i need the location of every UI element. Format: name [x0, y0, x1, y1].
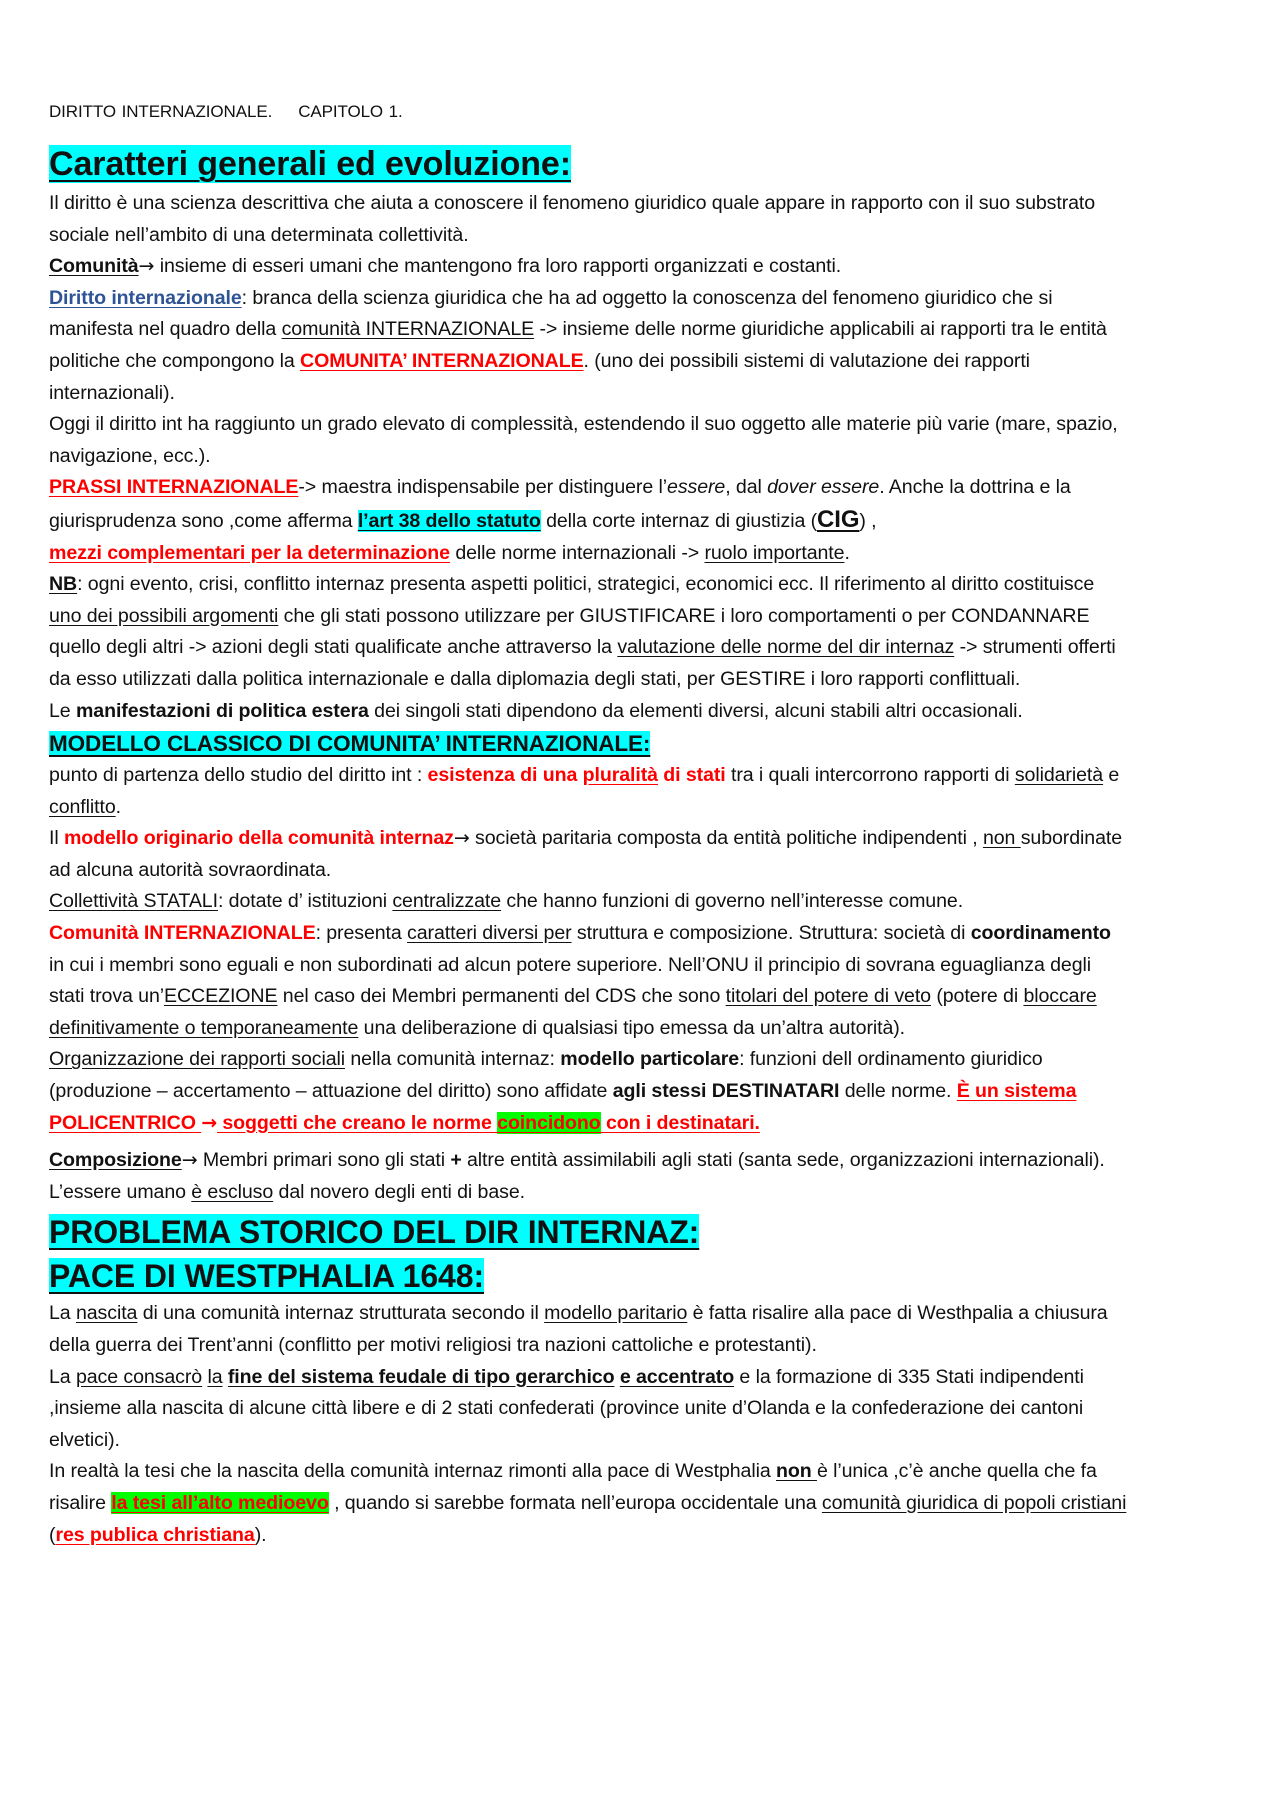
- paragraph-collettivita-statali: Collettività STATALI: dotate d’ istituzioni centralizzate che hanno funzioni di governo nell’interesse comune.: [49, 890, 964, 913]
- paragraph-nascita: La nascita di una comunità internaz strutturata secondo il modello paritario è fatta risalire alla pace di Westhpalia a chiusura della guerra dei Trent’anni (conflitto per motivi religiosi tra nazioni cattoliche e protestanti).: [49, 1302, 1108, 1356]
- paragraph-manifestazioni: Le manifestazioni di politica estera dei singoli stati dipendono da elementi diversi, alcuni stabili altri occasionali.: [49, 699, 1023, 722]
- right-arrow-icon: →: [453, 827, 470, 850]
- right-arrow-icon: →: [138, 255, 155, 278]
- paragraph-prassi: PRASSI INTERNAZIONALE-> maestra indispensabile per distinguere l’essere, dal dover essere. Anche la dottrina e la giurisprudenza sono ,come afferma l’art 38 dello statuto della corte internaz di giustizia (CIG) , mezzi complementari per la determinazione delle norme internazionali -> ruolo importante.: [49, 476, 1071, 564]
- paragraph-comunita-internazionale: Comunità INTERNAZIONALE: presenta caratteri diversi per struttura e composizione. Struttura: società di coordinamento in cui i membri sono eguali e non subordinati ad alcun potere superiore. Nell’ONU il principio di sovrana eguaglianza degli stati trova un’ECCEZIONE nel caso dei Membri permanenti del CDS che sono titolari del potere di veto (potere di bloccare definitivamente o temporaneamente una deliberazione di qualsiasi tipo emessa da un’altra autorità).: [49, 922, 1111, 1039]
- section-title-problema-storico: PROBLEMA STORICO DEL DIR INTERNAZ:: [49, 1214, 700, 1251]
- paragraph-intro: Il diritto è una scienza descrittiva che aiuta a conoscere il fenomeno giuridico quale appare in rapporto con il suo substrato sociale nell’ambito di una determinata collettività.: [49, 192, 1096, 246]
- section-title-caratteri: Caratteri generali ed evoluzione:: [49, 145, 571, 183]
- paragraph-diritto-internazionale: Diritto internazionale: branca della scienza giuridica che ha ad oggetto la conoscenza del fenomeno giuridico che si manifesta nel quadro della comunità INTERNAZIONALE -> insieme delle norme giuridiche applicabili ai rapporti tra le entità politiche che compongono la COMUNITA’ INTERNAZIONALE. (uno dei possibili sistemi di valutazione dei rapporti internazionali).: [49, 286, 1107, 404]
- paragraph-pace-consacro: La pace consacrò la fine del sistema feudale di tipo gerarchico e accentrato e la formazione di 335 Stati indipendenti ,insieme alla nascita di alcune città libere e di 2 stati confederati (province unite d’Olanda e la confederazione dei cantoni elvetici).: [49, 1365, 1084, 1451]
- header-chapter: CAPITOLO 1.: [298, 102, 403, 121]
- section-title-pace-westphalia: PACE DI WESTPHALIA 1648:: [49, 1258, 485, 1295]
- right-arrow-icon: →: [201, 1111, 218, 1134]
- right-arrow-icon: →: [181, 1149, 198, 1172]
- paragraph-punto-partenza: punto di partenza dello studio del diritto int : esistenza di una pluralità di stati tra i quali intercorrono rapporti di solidarietà e conflitto.: [49, 764, 1120, 818]
- paragraph-organizzazione: Organizzazione dei rapporti sociali nella comunità internaz: modello particolare: funzioni dell ordinamento giuridico (produzione – accertamento – attuazione del diritto) sono affidate agli stessi DESTINATARI delle norme. È un sistema POLICENTRICO → soggetti che creano le norme coincidono con i destinatari.: [49, 1048, 1077, 1134]
- paragraph-oggi: Oggi il diritto int ha raggiunto un grado elevato di complessità, estendendo il suo oggetto alle materie più varie (mare, spazio, navigazione, ecc.).: [49, 413, 1118, 467]
- paragraph-composizione: Composizione→ Membri primari sono gli stati + altre entità assimilabili agli stati (santa sede, organizzazioni internazionali). L’essere umano è escluso dal novero degli enti di base.: [49, 1149, 1105, 1203]
- paragraph-comunita: Comunità→ insieme di esseri umani che mantengono fra loro rapporti organizzati e costanti.: [49, 255, 842, 278]
- paragraph-nb: NB: ogni evento, crisi, conflitto internaz presenta aspetti politici, strategici, economici ecc. Il riferimento al diritto costituisce uno dei possibili argomenti che gli stati possono utilizzare per GIUSTIFICARE i loro comportamenti o per CONDANNARE quello degli altri -> azioni degli stati qualificate anche attraverso la valutazione delle norme del dir internaz -> strumenti offerti da esso utilizzati dalla politica internazionale e dalla diplomazia degli stati, per GESTIRE i loro rapporti conflittuali.: [49, 573, 1116, 690]
- document-header: [49, 100, 1131, 124]
- paragraph-in-realta: In realtà la tesi che la nascita della comunità internaz rimonti alla pace di Westphalia non è l’unica ,c’è anche quella che fa risalire la tesi all’alto medioevo , quando si sarebbe formata nell’europa occidentale una comunità giuridica di popoli cristiani (res publica christiana).: [49, 1460, 1127, 1546]
- header-subject: DIRITTO INTERNAZIONALE.: [49, 102, 273, 121]
- section-title-modello-classico: MODELLO CLASSICO DI COMUNITA’ INTERNAZIONALE:: [49, 731, 651, 757]
- paragraph-modello-originario: Il modello originario della comunità internaz→ società paritaria composta da entità politiche indipendenti , non subordinate ad alcuna autorità sovraordinata.: [49, 827, 1123, 881]
